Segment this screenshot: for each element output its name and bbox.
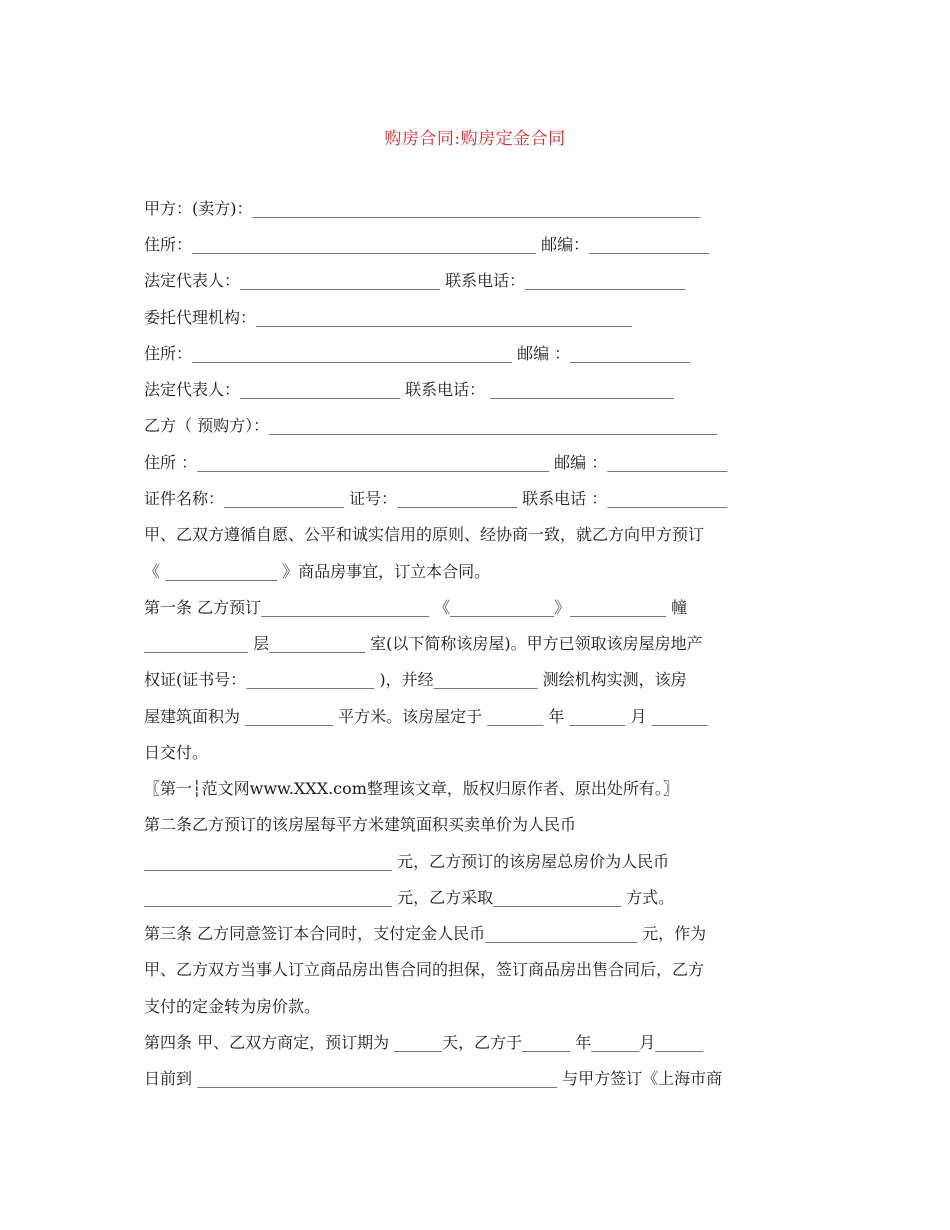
- article-3-line: 第三条 乙方同意签订本合同时，支付定金人民币___________________ 元，作为: [144, 924, 707, 943]
- article-2-line: 第二条乙方预订的该房屋每平方米建筑面积买卖单价为人民币: [144, 815, 577, 834]
- article-4-line: 第四条 甲、乙双方商定，预订期为 ______天，乙方于______ 年______月______: [144, 1033, 704, 1052]
- preamble-line: 《 ______________ 》商品房事宜，订立本合同。: [144, 562, 491, 581]
- seller-line: 甲方：(卖方)：________________________________________________________: [144, 199, 701, 218]
- seller-representative-line: 法定代表人：_________________________ 联系电话：____________________: [144, 271, 686, 290]
- watermark-note: 〖第一┆范文网www.XXX.com整理该文章，版权归原作者、原出处所有。〗: [144, 779, 679, 798]
- document-title: 购房合同:购房定金合同: [384, 129, 566, 149]
- agency-representative-line: 法定代表人：____________________ 联系电话： _______________________: [144, 380, 675, 399]
- agency-line: 委托代理机构：_______________________________________________: [144, 308, 633, 327]
- article-1-line: 屋建筑面积为 ___________ 平方米。该房屋定于 _______ 年 _______ 月 _______: [144, 707, 708, 726]
- seller-address-line: 住所：___________________________________________ 邮编：_______________: [144, 235, 710, 254]
- article-1-line: 权证(证书号：________________ )，并经_____________ 测绘机构实测，该房: [144, 670, 687, 689]
- article-4-line: 日前到 _____________________________________________ 与甲方签订《上海市商: [144, 1069, 723, 1088]
- article-2-line: _______________________________ 元，乙方采取________________ 方式。: [144, 888, 675, 907]
- article-2-line: _______________________________ 元，乙方预订的该房屋总房价为人民币: [144, 852, 670, 871]
- buyer-id-line: 证件名称：_______________ 证号：_______________ 联系电话 ：_______________: [144, 489, 728, 508]
- preamble-line: 甲、乙双方遵循自愿、公平和诚实信用的原则、经协商一致，就乙方向甲方预订: [144, 525, 705, 544]
- buyer-line: 乙方（ 预购方）：________________________________________________________: [144, 416, 718, 435]
- agency-address-line: 住所：________________________________________ 邮编 ：_______________: [144, 344, 691, 363]
- article-1-line: 第一条 乙方预订_____________________ 《_____________》____________ 幢: [144, 598, 688, 617]
- buyer-address-line: 住所 ：____________________________________________ 邮编 ：_______________: [144, 453, 728, 472]
- article-1-line: 日交付。: [144, 743, 209, 762]
- article-3-line: 甲、乙方双方当事人订立商品房出售合同的担保，签订商品房出售合同后，乙方: [144, 960, 705, 979]
- article-3-line: 支付的定金转为房价款。: [144, 997, 321, 1016]
- article-1-line: _____________ 层____________ 室(以下简称该房屋)。甲方已领取该房屋房地产: [144, 634, 703, 653]
